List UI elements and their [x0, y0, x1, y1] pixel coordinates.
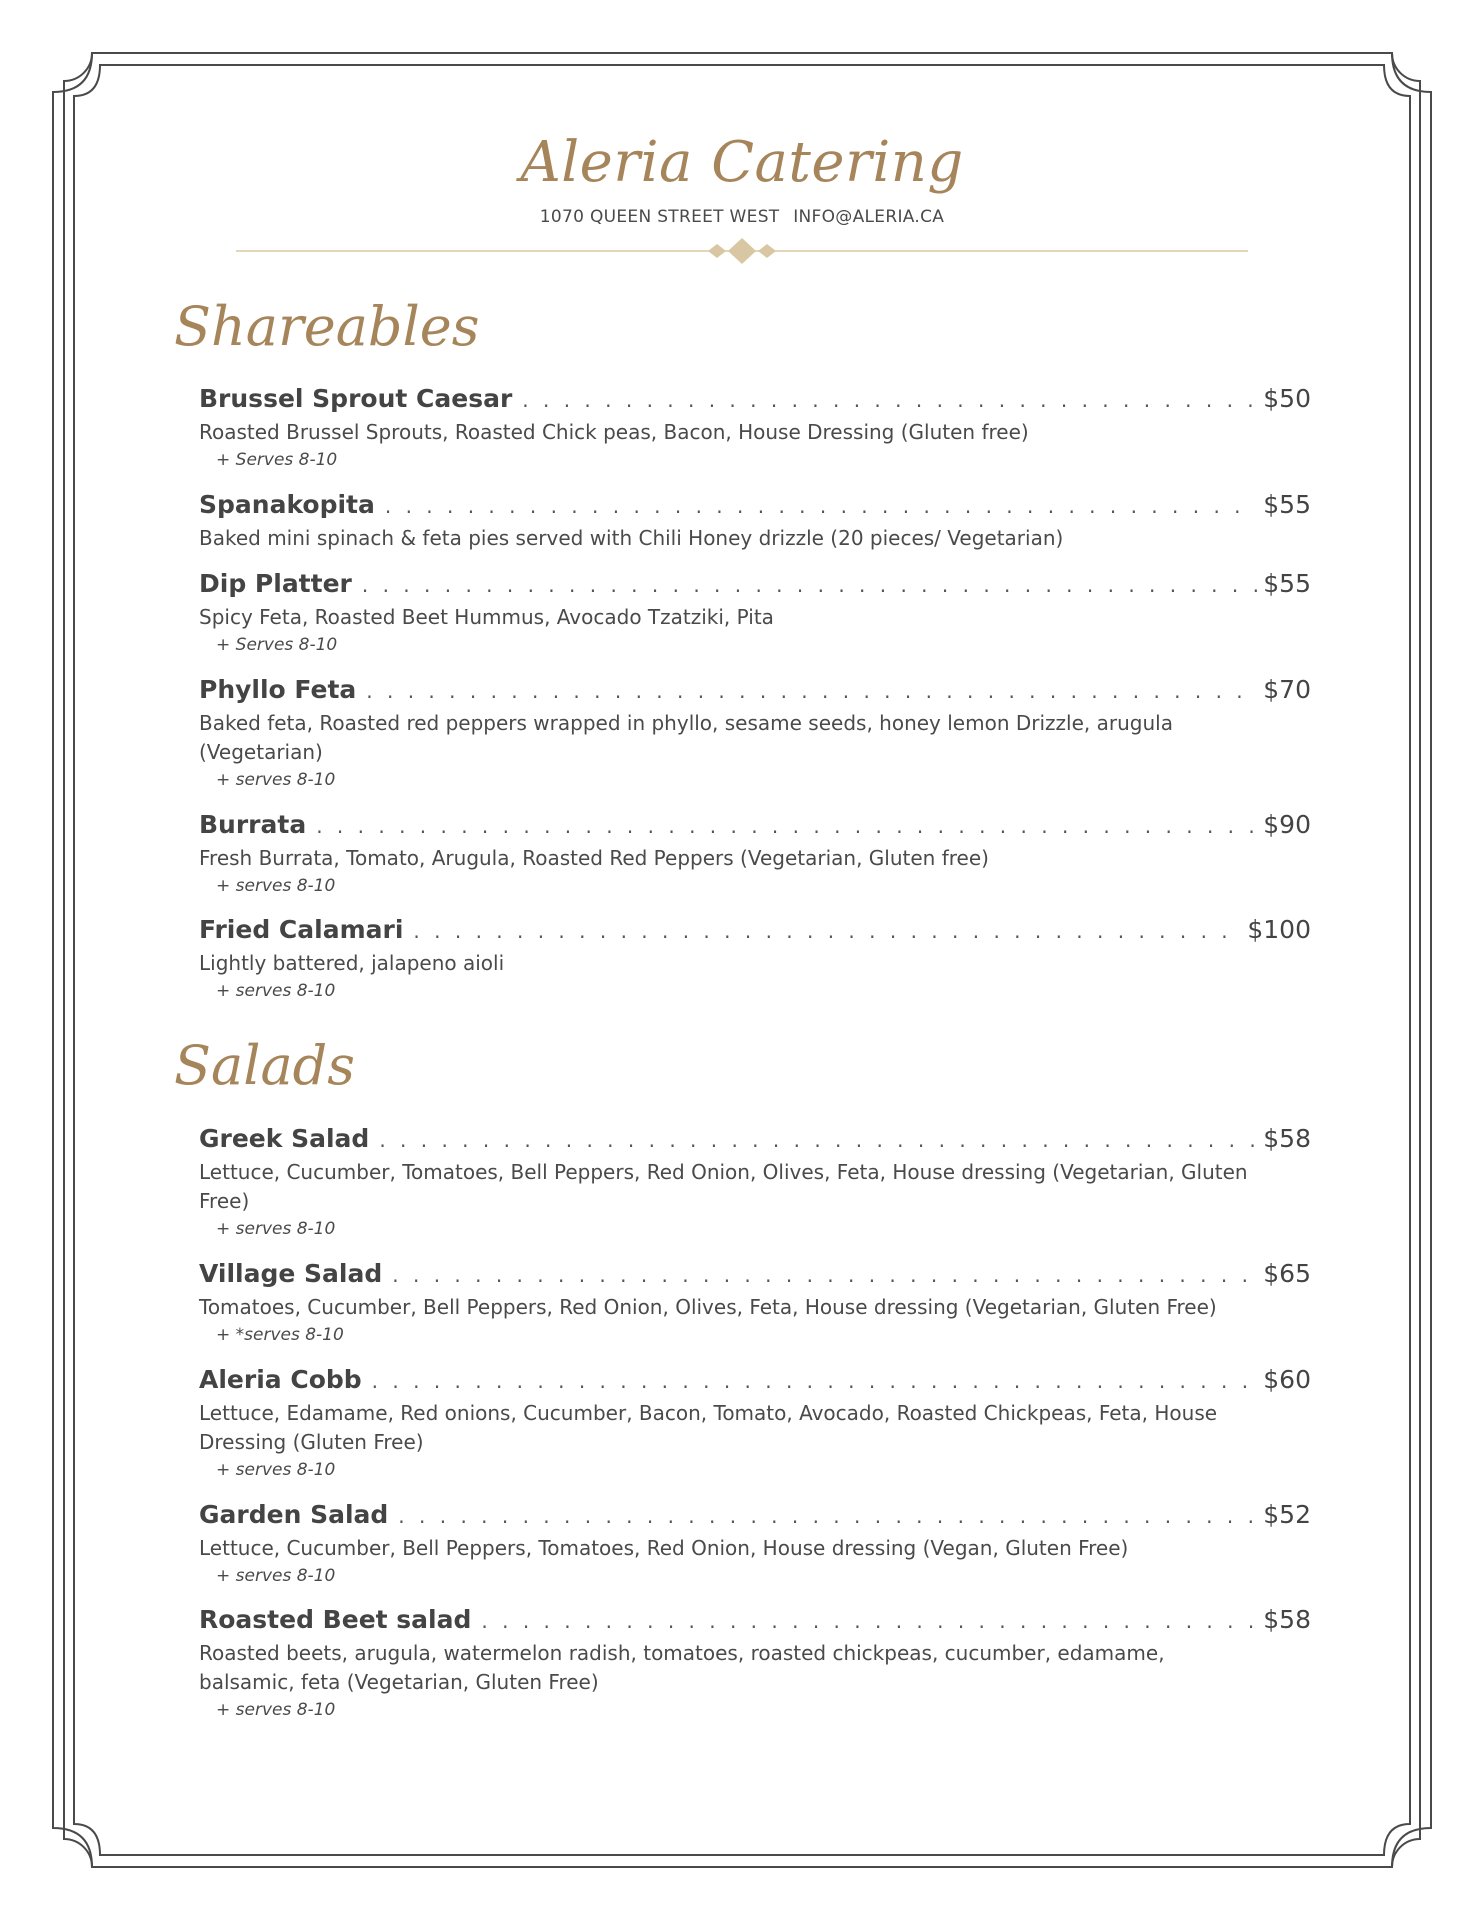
item-price: $100	[1247, 915, 1311, 944]
item-name: Fried Calamari	[199, 915, 404, 944]
item-serves: + serves 8-10	[216, 770, 336, 790]
menu-item	[199, 1123, 1311, 1242]
menu-item	[199, 1499, 1311, 1589]
item-serves: + serves 8-10	[216, 1566, 336, 1586]
menu-item	[199, 914, 1311, 1004]
item-description: Roasted beets, arugula, watermelon radish, tomatoes, roasted chickpeas, cucumber, edamame, balsamic, feta (Vegetarian, Gluten Free)	[199, 1641, 1165, 1694]
dot-leader	[385, 490, 1257, 522]
menu-item	[199, 568, 1311, 658]
item-price: $55	[1263, 569, 1311, 598]
dot-leader	[379, 1124, 1257, 1156]
menu-item	[199, 1258, 1311, 1348]
item-name: Brussel Sprout Caesar	[199, 384, 513, 413]
section-title-shareables: Shareables	[174, 295, 480, 358]
item-description: Baked mini spinach & feta pies served with Chili Honey drizzle (20 pieces/ Vegetarian)	[199, 526, 1064, 550]
item-serves: + serves 8-10	[216, 876, 336, 896]
menu-item	[199, 489, 1311, 553]
item-serves: + Serves 8-10	[216, 635, 338, 655]
item-price: $52	[1263, 1500, 1311, 1529]
menu-item	[199, 383, 1311, 473]
dot-leader	[398, 1500, 1257, 1532]
item-price: $90	[1263, 810, 1311, 839]
item-name: Greek Salad	[199, 1124, 370, 1153]
brand-title: Aleria Catering	[520, 130, 964, 195]
menu-item	[199, 674, 1311, 793]
item-name: Dip Platter	[199, 569, 352, 598]
item-price: $70	[1263, 675, 1311, 704]
dot-leader	[362, 569, 1257, 601]
item-name: Aleria Cobb	[199, 1365, 362, 1394]
item-name: Phyllo Feta	[199, 675, 357, 704]
item-description: Roasted Brussel Sprouts, Roasted Chick peas, Bacon, House Dressing (Gluten free)	[199, 420, 1029, 444]
item-description: Lettuce, Cucumber, Bell Peppers, Tomatoes, Red Onion, House dressing (Vegan, Gluten Free)	[199, 1536, 1129, 1560]
item-price: $58	[1263, 1605, 1311, 1634]
item-description: Spicy Feta, Roasted Beet Hummus, Avocado Tzatziki, Pita	[199, 605, 774, 629]
dot-leader	[366, 675, 1257, 707]
item-price: $50	[1263, 384, 1311, 413]
item-price: $58	[1263, 1124, 1311, 1153]
dot-leader	[413, 915, 1241, 947]
dot-leader	[392, 1259, 1257, 1291]
item-description: Lettuce, Edamame, Red onions, Cucumber, Bacon, Tomato, Avocado, Roasted Chickpeas, Feta, House Dressing (Gluten Free)	[199, 1401, 1218, 1454]
dot-leader	[481, 1605, 1257, 1637]
menu-item	[199, 809, 1311, 899]
email-text: INFO@ALERIA.CA	[793, 207, 945, 227]
address-text: 1070 QUEEN STREET WEST	[539, 207, 780, 227]
item-price: $55	[1263, 490, 1311, 519]
dot-leader	[522, 384, 1257, 416]
item-name: Roasted Beet salad	[199, 1605, 472, 1634]
dot-leader	[372, 1365, 1258, 1397]
menu-item	[199, 1364, 1311, 1483]
item-serves: + Serves 8-10	[216, 450, 338, 470]
menu-item	[199, 1604, 1311, 1723]
menu-header	[0, 125, 1484, 227]
section-title-salads: Salads	[174, 1034, 355, 1097]
item-name: Garden Salad	[199, 1500, 389, 1529]
item-name: Spanakopita	[199, 490, 375, 519]
item-description: Lettuce, Cucumber, Tomatoes, Bell Peppers, Red Onion, Olives, Feta, House dressing (Vegetarian, Gluten Free)	[199, 1160, 1248, 1213]
item-description: Fresh Burrata, Tomato, Arugula, Roasted Red Peppers (Vegetarian, Gluten free)	[199, 846, 989, 870]
item-serves: + serves 8-10	[216, 1460, 336, 1480]
item-description: Lightly battered, jalapeno aioli	[199, 951, 505, 975]
item-name: Village Salad	[199, 1259, 383, 1288]
item-serves: + serves 8-10	[216, 1219, 336, 1239]
dot-leader	[316, 810, 1257, 842]
header-divider	[236, 236, 1248, 266]
item-serves: + *serves 8-10	[216, 1325, 344, 1345]
item-price: $65	[1263, 1259, 1311, 1288]
contact-line	[0, 207, 1484, 227]
item-price: $60	[1263, 1365, 1311, 1394]
item-description: Baked feta, Roasted red peppers wrapped in phyllo, sesame seeds, honey lemon Drizzle, arugula (Vegetarian)	[199, 711, 1173, 764]
item-name: Burrata	[199, 810, 307, 839]
item-serves: + serves 8-10	[216, 981, 336, 1001]
item-description: Tomatoes, Cucumber, Bell Peppers, Red Onion, Olives, Feta, House dressing (Vegetarian, Gluten Free)	[199, 1295, 1217, 1319]
item-serves: + serves 8-10	[216, 1700, 336, 1720]
